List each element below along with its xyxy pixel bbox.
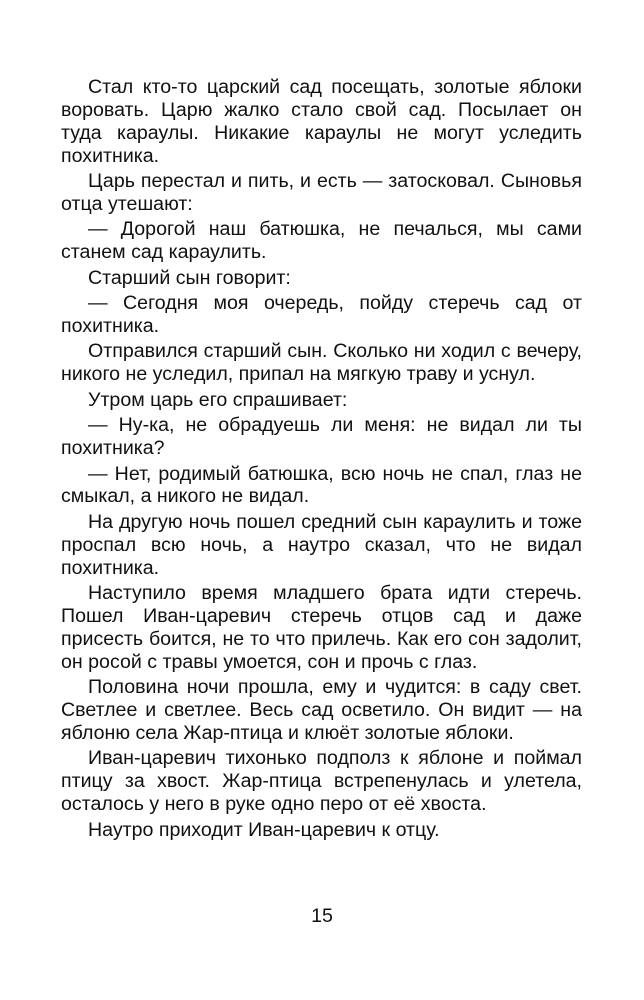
paragraph-8: — Ну-ка, не обрадуешь ли меня: не видал ли ты похитника?	[61, 414, 582, 460]
paragraph-13: Иван-царевич тихонько подполз к яблоне и поймал птицу за хвост. Жар-птица встрепенулась и улетела, осталось у него в руке одно перо от её хвоста.	[61, 747, 582, 816]
paragraph-10: На другую ночь пошел средний сын караулить и тоже проспал всю ночь, а наутро сказал, что не видал похитника.	[61, 510, 582, 579]
paragraph-6: Отправился старший сын. Сколько ни ходил с вечеру, никого не уследил, припал на мягкую траву и уснул.	[61, 340, 582, 386]
paragraph-2: Царь перестал и пить, и есть — затосковал. Сыновья отца утешают:	[61, 170, 582, 216]
paragraph-14: Наутро приходит Иван-царевич к отцу.	[88, 818, 440, 841]
paragraph-12: Половина ночи прошла, ему и чудится: в саду свет. Светлее и светлее. Весь сад осветило. Он видит — на яблоню села Жар-птица и клюёт золотые яблоки.	[61, 676, 582, 744]
paragraph-5: — Сегодня моя очередь, пойду стеречь сад от похитника.	[61, 292, 582, 338]
page-number: 15	[311, 905, 333, 927]
paragraph-9: — Нет, родимый батюшка, всю ночь не спал, глаз не смыкал, а никого не видал.	[61, 462, 582, 508]
paragraph-1: Стал кто-то царский сад посещать, золотые яблоки воровать. Царю жалко стало свой сад. Посылает он туда караулы. Никакие караулы не могут уследить похитника.	[61, 76, 582, 167]
paragraph-7: Утром царь его спрашивает:	[88, 388, 348, 411]
paragraph-4: Старший сын говорит:	[88, 266, 291, 289]
page-body	[61, 76, 582, 844]
paragraph-11: Наступило время младшего брата идти стеречь. Пошел Иван-царевич стеречь отцов сад и даже присесть боится, не то что прилечь. Как его сон задолит, он росой с травы умоется, сон и прочь с глаз.	[61, 582, 582, 673]
paragraph-3: — Дорогой наш батюшка, не печалься, мы сами станем сад караулить.	[61, 218, 582, 264]
